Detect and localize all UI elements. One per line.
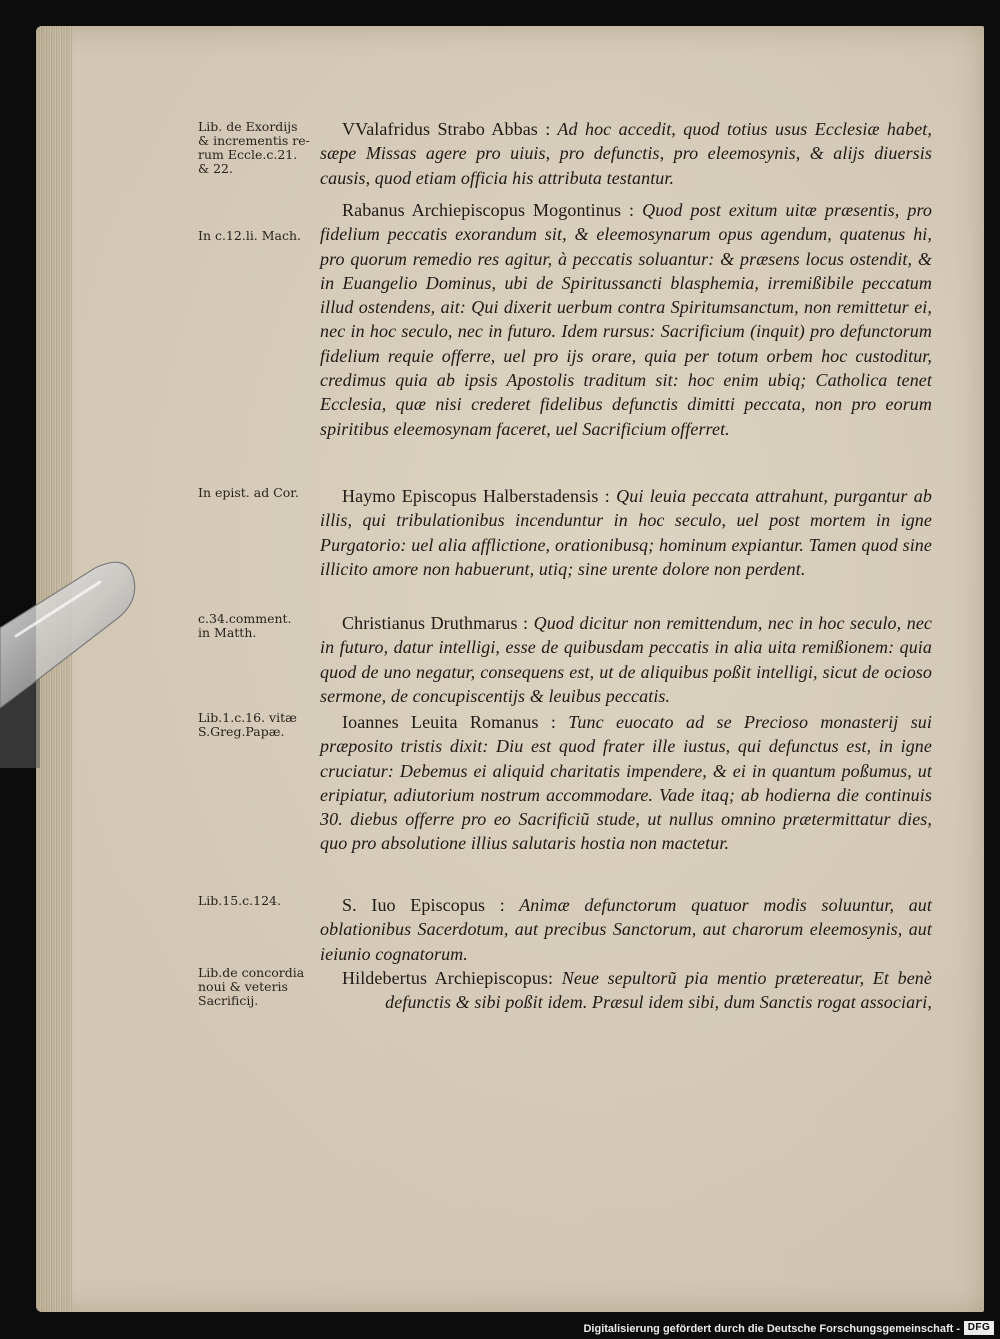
dfg-logo: DFG — [964, 1321, 994, 1335]
entry-author: Ioannes Leuita Romanus : — [342, 712, 556, 732]
marginal-note-6: Lib.15.c.124. — [198, 893, 281, 908]
entry-iuo — [320, 893, 932, 966]
page-edges — [36, 26, 72, 1312]
entry-author: Haymo Episcopus Halberstadensis : — [342, 486, 610, 506]
marginal-note-2: In c.12.li. Mach. — [198, 228, 302, 243]
entry-author: S. Iuo Episcopus : — [342, 895, 505, 915]
entry-text: Quod post exitum uitæ præsentis, pro fidelium peccatis exorandum sit, & eleemosynarum opus agendum, quatenus hi, pro quorum remedio res agitur, à peccatis soluantur: & præsens locus ostendit, & in Euangelio Dominus, ubi de Spiritussancti blasphemia, irremißibile peccatum illud ostendens, ait: Qui dixerit uerbum contra Spiritumsanctum, non remittetur ei, nec in hoc seculo, nec in futuro. Idem rursus: Sacrificium (inquit) pro defunctorum fidelium requie offerre, uel pro ijs orare, quia per totum orbem hoc custoditur, credimus quia ab ipsis Apostolis traditum sit: hoc enim ubiq; Catholica tenet Ecclesia, quæ nisi crederet fidelibus defunctis dimitti peccata, non pro eorum spiritibus eleemosynam faceret, uel Sacrificium offerret. — [320, 200, 932, 439]
entry-hildebertus — [320, 966, 932, 1015]
marginal-note-1: Lib. de Exordijs & incrementis re- rum Eccle.c.21. & 22. — [198, 119, 310, 176]
entry-ioannes-leuita — [320, 710, 932, 856]
marginal-note-5: Lib.1.c.16. vitæ S.Greg.Papæ. — [198, 710, 297, 739]
digitization-credit: Digitalisierung gefördert durch die Deutsche Forschungsgemeinschaft - — [583, 1323, 960, 1335]
entry-text: Tunc euocato ad se Precioso monasterij sui præposito tristis dixit: Diu est quod frater ille iustus, qui defunctus est, in igne cruciatur: Debemus ei aliquid charitatis impendere, & ei in quantum poßumus, ut eripiatur, adiutorium nostrum accommodare. Vade itaq; ab hodierna die continuis 30. diebus offerre pro eo Sacrificiũ stude, ut nullus omnino prætermittatur dies, quo pro absolutione illius salutaris hostia non mactetur. — [320, 712, 932, 854]
entry-author: VValafridus Strabo Abbas : — [342, 119, 551, 139]
entry-text: Quod dicitur non remittendum, nec in hoc seculo, nec in futuro, datur intelligi, esse de quibusdam peccatis in alia uita remißionem: quia quod de uno negatur, consequens est, ut de aliquibus poßit intelligi, sicut de ocioso sermone, de concupiscentijs & leuibus peccatis. — [320, 613, 932, 706]
entry-walafrid-strabo — [320, 117, 932, 190]
entry-author: Christianus Druthmarus : — [342, 613, 529, 633]
entry-text: Neue sepultorũ pia mentio prætereatur, Et benè defunctis & sibi poßit idem. Præsul idem sibi, dum Sanctis rogat associari, — [385, 968, 932, 1013]
entry-haymo — [320, 484, 932, 581]
entry-druthmarus — [320, 611, 932, 708]
marginal-note-3: In epist. ad Cor. — [198, 485, 299, 500]
marginal-note-4: c.34.comment. in Matth. — [198, 611, 292, 640]
entry-text: Animæ defunctorum quatuor modis soluuntur, aut oblationibus Sacerdotum, aut precibus Sanctorum, aut charorum eleemosynis, aut ieiunio cognatorum. — [320, 895, 932, 964]
entry-text: Qui leuia peccata attrahunt, purgantur ab illis, qui tribulationibus incenduntur in hoc seculo, uel post mortem in igne Purgatorio: uel alia afflictione, orationibusq; hominum expiantur. Tamen quod sine illicito amore non habuerunt, utiq; sine urente dolore non perdent. — [320, 486, 932, 579]
marginal-note-7: Lib.de concordia noui & veteris Sacrificij. — [198, 965, 305, 1008]
entry-text: Ad hoc accedit, quod totius usus Ecclesiæ habet, sæpe Missas agere pro uiuis, pro defunctis, pro eleemosynis, & alijs diuersis causis, quod etiam officia his attributa testantur. — [320, 119, 933, 188]
entry-rabanus — [320, 198, 932, 441]
entry-author: Rabanus Archiepiscopus Mogontinus : — [342, 200, 635, 220]
entry-author: Hildebertus Archiepiscopus: — [342, 968, 554, 988]
